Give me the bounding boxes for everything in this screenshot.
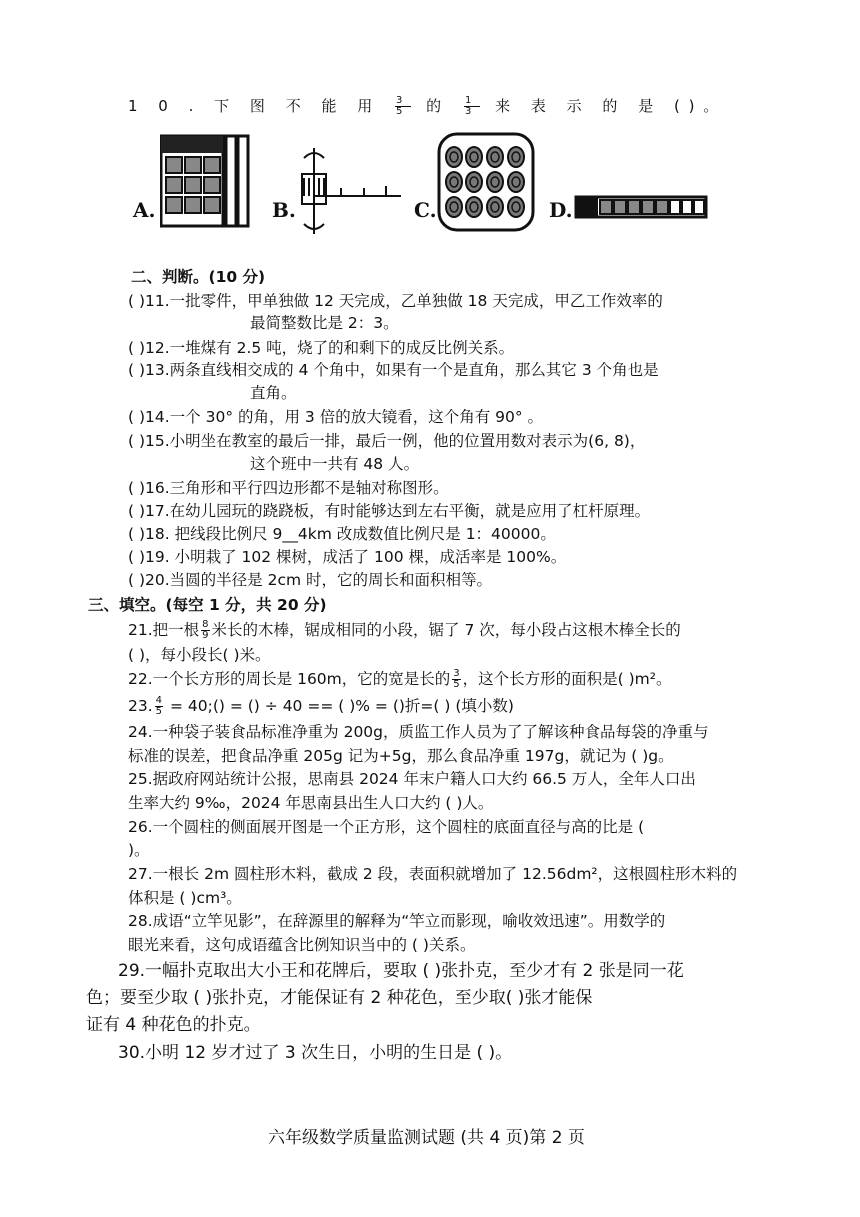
fraction: $\frac{4}{5}$ xyxy=(155,695,163,717)
judge-item-18: ( )18. 把线段比例尺 9__4km 改成数值比例尺是 1：40000。 xyxy=(128,525,556,543)
fill-item-28-line1: 28.成语“立竿见影”，在辞源里的解释为“竿立而影现，喻收效迅速”。用数学的 xyxy=(128,912,666,930)
option-label-d: D. xyxy=(549,198,573,222)
judge-item-13-cont: 直角。 xyxy=(250,384,297,402)
option-b-figure xyxy=(296,146,406,236)
fill-item-29-line2: 色；要至少取 ( )张扑克，才能保证有 2 种花色，至少取( )张才能保 xyxy=(86,988,593,1008)
fill-item-21: 21.把一根 $\frac{8}{9}$ 米长的木棒，锯成相同的小段，锯了 7 次，每小段占这根木棒全长的 xyxy=(128,619,681,641)
option-c-figure xyxy=(437,132,535,232)
fill-item-30: 30.小明 12 岁才过了 3 次生日，小明的生日是 ( )。 xyxy=(118,1043,513,1063)
fill-item-21-cont: ( )，每小段长( )米。 xyxy=(128,646,271,664)
section-3-title: 三、填空。(每空 1 分，共 20 分) xyxy=(88,596,327,614)
judge-item-13: ( )13.两条直线相交成的 4 个角中，如果有一个是直角，那么其它 3 个角也是 xyxy=(128,361,659,379)
fill-item-26-line1: 26.一个圆柱的侧面展开图是一个正方形，这个圆柱的底面直径与高的比是 ( xyxy=(128,818,645,836)
option-label-b: B. xyxy=(272,198,296,222)
judge-item-11-cont: 最简整数比是 2：3。 xyxy=(250,314,399,332)
fill-item-29-line1: 29.一幅扑克取出大小王和花牌后，要取 ( )张扑克，至少才有 2 张是同一花 xyxy=(118,961,684,981)
judge-item-12: ( )12.一堆煤有 2.5 吨，烧了的和剩下的成反比例关系。 xyxy=(128,339,515,357)
fraction: $\frac{1}{3}$ xyxy=(464,95,480,117)
option-label-a: A. xyxy=(133,198,156,222)
option-label-c: C. xyxy=(414,198,437,222)
fill-item-24-line2: 标准的误差，把食品净重 205g 记为+5g，那么食品净重 197g，就记为 ( )g。 xyxy=(128,747,674,765)
option-d-figure xyxy=(574,195,708,219)
fraction: $\frac{3}{5}$ xyxy=(396,95,411,117)
fill-item-23: 23. $\frac{4}{5}$ = 40;() = () ÷ 40 == ( )% = ()折=( ) (填小数) xyxy=(128,695,514,717)
fraction: $\frac{3}{5}$ xyxy=(453,668,460,690)
fill-item-28-line2: 眼光来看，这句成语蕴含比例知识当中的 ( )关系。 xyxy=(128,936,476,954)
judge-item-15-cont: 这个班中一共有 48 人。 xyxy=(250,455,420,473)
option-a-figure xyxy=(160,131,250,231)
q10-prefix: 1 0 . 下 图 不 能 用 xyxy=(128,97,381,115)
judge-item-15: ( )15.小明坐在教室的最后一排，最后一例，他的位置用数对表示为(6, 8)， xyxy=(128,432,646,450)
fill-item-27-line1: 27.一根长 2m 圆柱形木料，截成 2 段，表面积就增加了 12.56dm²，这根圆柱形木料的 xyxy=(128,865,738,883)
fill-item-25-line2: 生率大约 9‰，2024 年思南县出生人口大约 ( )人。 xyxy=(128,794,494,812)
question-10: 1 0 . 下 图 不 能 用 $\frac{3}{5}$ 的 $\frac{1}{3}$ 来 表 示 的 是 ( ) 。 xyxy=(128,95,721,117)
page-footer: 六年级数学质量监测试题 (共 4 页)第 2 页 xyxy=(268,1128,585,1148)
fill-item-26-line2: )。 xyxy=(128,841,150,859)
judge-item-20: ( )20.当圆的半径是 2cm 时，它的周长和面积相等。 xyxy=(128,571,493,589)
judge-item-17: ( )17.在幼儿园玩的跷跷板，有时能够达到左右平衡，就是应用了杠杆原理。 xyxy=(128,502,651,520)
fill-item-25-line1: 25.据政府网站统计公报，思南县 2024 年末户籍人口大约 66.5 万人，全年人口出 xyxy=(128,770,696,788)
judge-item-16: ( )16.三角形和平行四边形都不是轴对称图形。 xyxy=(128,479,449,497)
fill-item-22: 22.一个长方形的周长是 160m，它的宽是长的 $\frac{3}{5}$ ，这个长方形的面积是( )m²。 xyxy=(128,668,672,690)
fill-item-24-line1: 24.一种袋子装食品标准净重为 200g，质监工作人员为了了解该种食品每袋的净重与 xyxy=(128,723,709,741)
judge-item-14: ( )14.一个 30° 的角，用 3 倍的放大镜看，这个角有 90° 。 xyxy=(128,408,544,426)
fill-item-27-line2: 体积是 ( )cm³。 xyxy=(128,889,242,907)
section-2-title: 二、判断。(10 分) xyxy=(131,268,266,286)
judge-item-19: ( )19. 小明栽了 102 棵树，成活了 100 棵，成活率是 100%。 xyxy=(128,548,567,566)
fraction: $\frac{8}{9}$ xyxy=(202,619,209,641)
answer-blank: ( ) 。 xyxy=(673,97,721,115)
judge-item-11: ( )11.一批零件，甲单独做 12 天完成，乙单独做 18 天完成，甲乙工作效率的 xyxy=(128,292,663,310)
fill-item-29-line3: 证有 4 种花色的扑克。 xyxy=(86,1015,261,1035)
